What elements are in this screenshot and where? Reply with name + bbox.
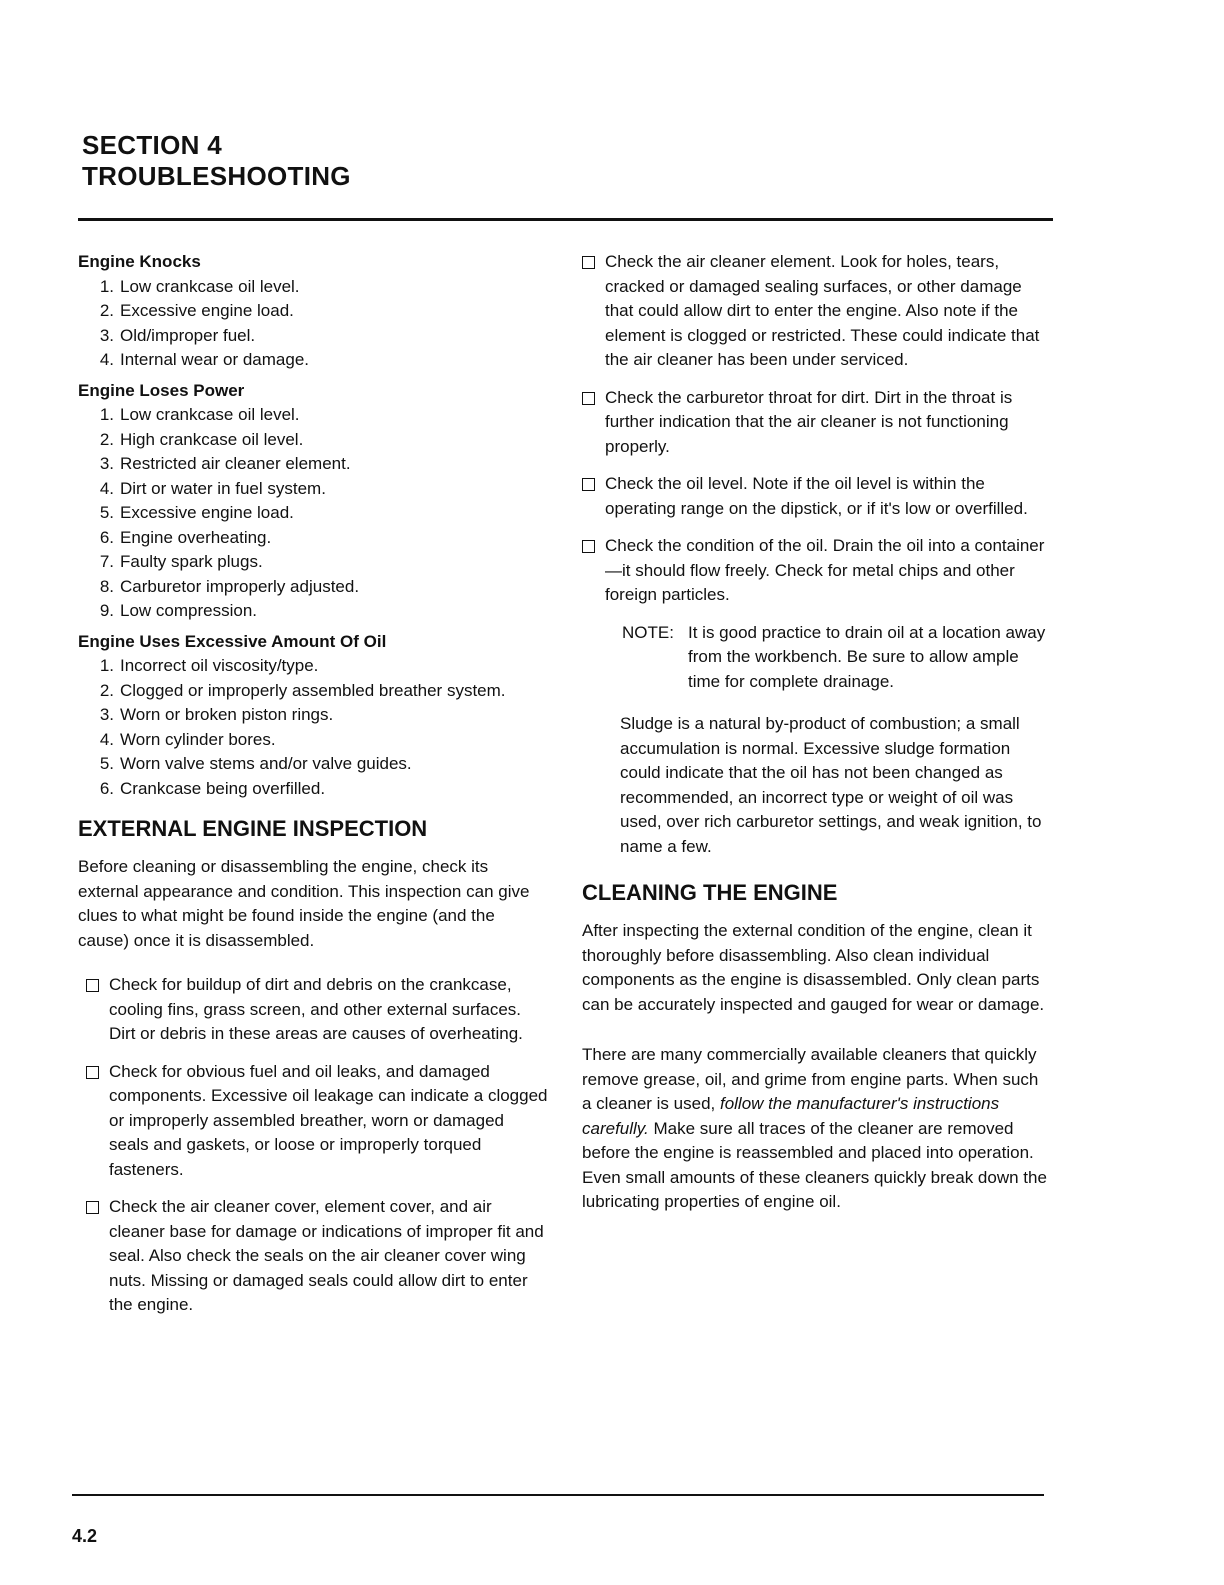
engine-loses-power-list — [78, 403, 548, 624]
checklist-item: Check the carburetor throat for dirt. Dirt in the throat is further indication that the air cleaner is not functioning properly. — [582, 386, 1052, 460]
external-inspection-title: EXTERNAL ENGINE INSPECTION — [78, 816, 428, 841]
external-checklist — [78, 973, 548, 1318]
list-item: 1. Low crankcase oil level. — [99, 405, 300, 424]
section-number: SECTION 4 — [82, 130, 222, 160]
list-item: 3. Restricted air cleaner element. — [99, 454, 351, 473]
checkbox-icon — [86, 979, 99, 992]
list-item: 5. Worn valve stems and/or valve guides. — [99, 754, 412, 773]
list-item: 5. Excessive engine load. — [99, 503, 294, 522]
list-item: 3. Worn or broken piston rings. — [99, 705, 334, 724]
checkbox-icon — [582, 478, 595, 491]
engine-knocks-heading: Engine Knocks — [78, 252, 201, 271]
top-divider — [78, 218, 1053, 221]
checklist-item: Check the air cleaner element. Look for holes, tears, cracked or damaged sealing surfaces, or other damage that could allow dirt to enter the engine. Also note if the element is clogged or restricted. These could indicate that the air cleaner has been under serviced. — [582, 250, 1052, 373]
cleaning-engine-title: CLEANING THE ENGINE — [582, 880, 838, 905]
list-item: 2. Clogged or improperly assembled breather system. — [99, 680, 506, 700]
excessive-oil-block — [78, 630, 548, 802]
checkbox-icon — [582, 540, 595, 553]
cleaning-paragraph-2: There are many commercially available cleaners that quickly remove grease, oil, and grime from engine parts. When such a cleaner is used, follow the manufacturer's instructions carefully. Make sure all traces of the cleaner are removed before the engine is reassembled and placed into operation. Even small amounts of these cleaners quickly break down the lubricating properties of engine oil. — [582, 1045, 1047, 1211]
checkbox-icon — [582, 392, 595, 405]
page-title: TROUBLESHOOTING — [82, 161, 351, 191]
list-item: 2. High crankcase oil level. — [99, 429, 304, 449]
right-column — [582, 250, 1052, 1241]
note-label: NOTE: — [622, 622, 674, 642]
list-item: 6. Engine overheating. — [99, 527, 272, 547]
bottom-divider — [72, 1494, 1044, 1496]
engine-knocks-list — [78, 275, 548, 373]
list-item: 1. Low crankcase oil level. — [99, 276, 300, 296]
page-header — [82, 130, 1062, 192]
checklist-item: Check the condition of the oil. Drain the oil into a container—it should flow freely. Check for metal chips and other foreign particles. — [582, 534, 1052, 608]
engine-loses-power-block — [78, 379, 548, 624]
sludge-paragraph: Sludge is a natural by-product of combustion; a small accumulation is normal. Excessive sludge formation could indicate that the oil has not been changed as recommended, an incorrect type or weight of oil was used, over rich carburetor settings, and weak ignition, to name a few. — [620, 714, 1042, 856]
page-number: 4.2 — [72, 1526, 98, 1546]
list-item: 8. Carburetor improperly adjusted. — [99, 576, 360, 596]
checklist-item: Check the oil level. Note if the oil level is within the operating range on the dipstick, or if it's low or overfilled. — [582, 472, 1052, 521]
list-item: 3. Old/improper fuel. — [99, 325, 256, 345]
list-item: 4. Internal wear or damage. — [99, 350, 309, 369]
list-item: 6. Crankcase being overfilled. — [99, 778, 326, 798]
checklist-item: Check the air cleaner cover, element cover, and air cleaner base for damage or indications of improper fit and seal. Also check the seals on the air cleaner cover wing nuts. Missing or damaged seals could allow dirt to enter the engine. — [78, 1195, 548, 1318]
checkbox-icon — [86, 1201, 99, 1214]
inspection-checklist — [582, 250, 1052, 608]
excessive-oil-heading: Engine Uses Excessive Amount Of Oil — [78, 631, 387, 651]
checklist-item: Check for buildup of dirt and debris on the crankcase, cooling fins, grass screen, and other external surfaces. Dirt or debris in these areas are causes of overheating. — [78, 973, 548, 1047]
list-item: 9. Low compression. — [99, 601, 258, 620]
list-item: 7. Faulty spark plugs. — [99, 552, 263, 571]
engine-knocks-block — [78, 250, 548, 373]
engine-loses-power-heading: Engine Loses Power — [78, 380, 245, 400]
list-item: 4. Worn cylinder bores. — [99, 729, 276, 749]
note-text: It is good practice to drain oil at a location away from the workbench. Be sure to allow ample time for complete drainage. — [688, 622, 1046, 691]
left-column — [78, 250, 548, 1331]
checklist-item: Check for obvious fuel and oil leaks, and damaged components. Excessive oil leakage can indicate a clogged or improperly assembled breather, worn or damaged seals and gaskets, or loose or improperly torqued fasteners. — [78, 1060, 548, 1183]
checkbox-icon — [582, 256, 595, 269]
list-item: 2. Excessive engine load. — [99, 301, 294, 320]
drain-oil-note — [622, 621, 1052, 695]
external-inspection-intro: Before cleaning or disassembling the engine, check its external appearance and condition. This inspection can give clues to what might be found inside the engine (and the cause) once it is disassembled. — [78, 857, 530, 950]
cleaning-paragraph-1: After inspecting the external condition of the engine, clean it thoroughly before disassembling. Also clean individual components as the engine is disassembled. Only clean parts can be accurately inspected and gauged for wear or damage. — [582, 921, 1045, 1014]
excessive-oil-list — [78, 654, 548, 801]
list-item: 1. Incorrect oil viscosity/type. — [99, 656, 319, 675]
checkbox-icon — [86, 1066, 99, 1079]
list-item: 4. Dirt or water in fuel system. — [99, 478, 326, 498]
